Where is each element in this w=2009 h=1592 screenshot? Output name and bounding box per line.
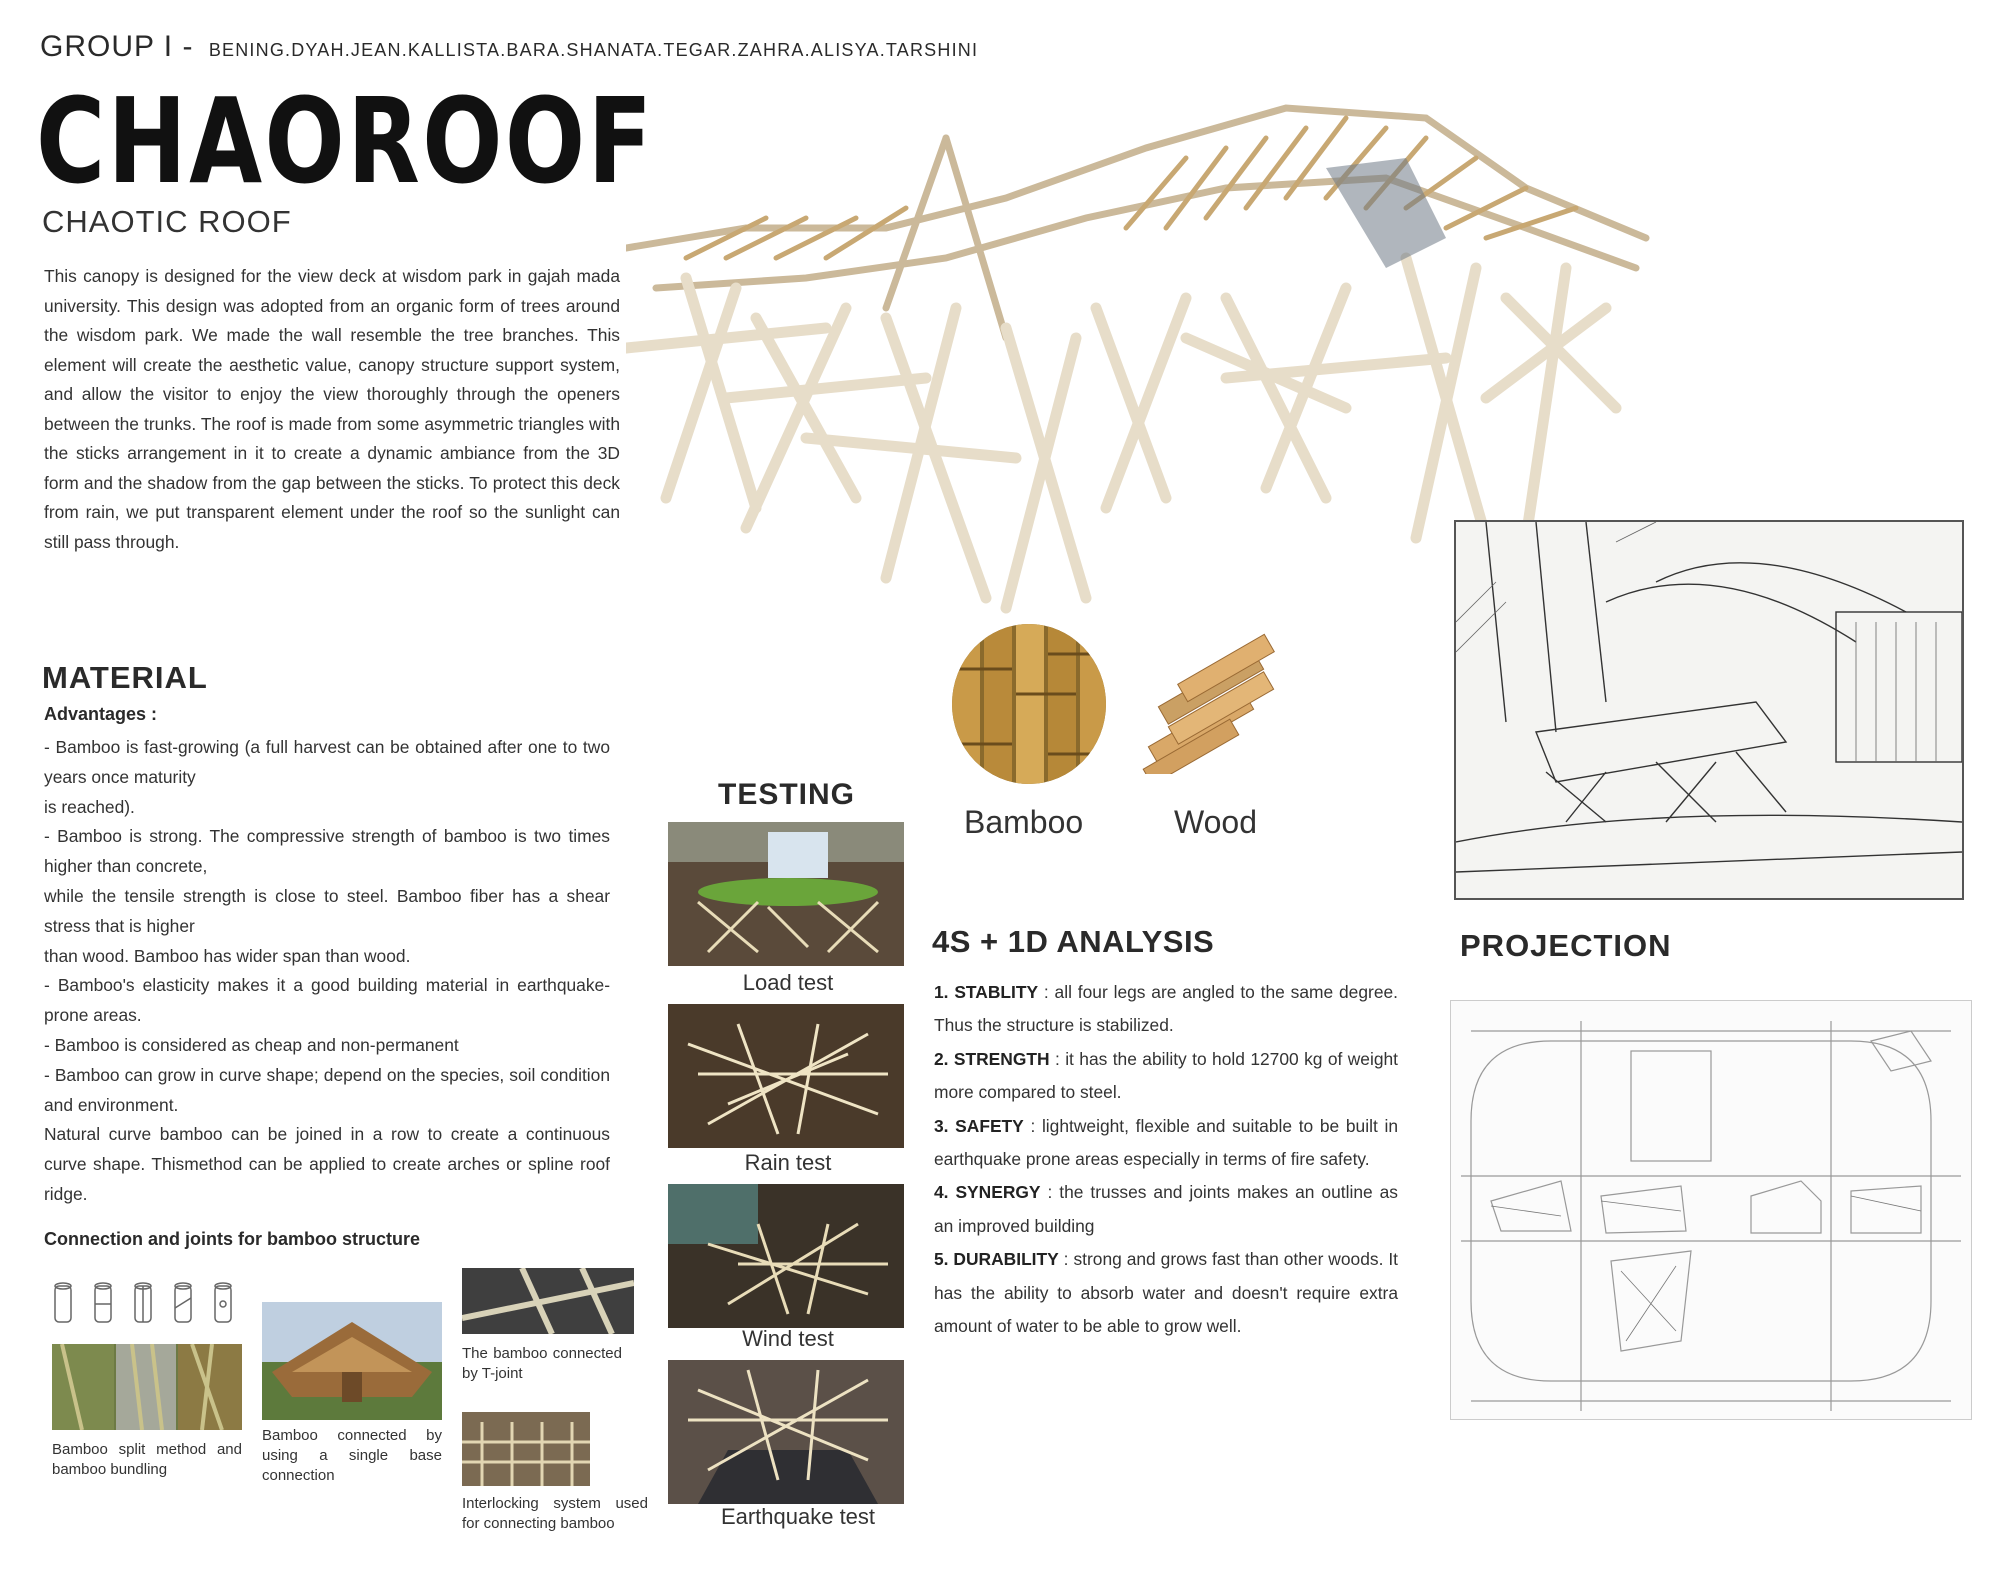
material-text [44,733,610,1210]
single-base-photo [262,1302,442,1420]
caption-t-joint: The bamboo connected by T-joint [462,1345,622,1382]
analysis-text: : the trusses and joints makes an outline as an improved building [934,1182,1398,1236]
wind-test-caption: Wind test [742,1326,834,1351]
poster-title: CHAOROOF [36,72,655,210]
material-line: - Bamboo is considered as cheap and non-permanent [44,1034,459,1055]
material-line: while the tensile strength is close to steel. Bamboo fiber has a shear stress that is higher [44,885,610,936]
interlocking-photo [462,1412,590,1486]
caption-single-base: Bamboo connected by using a single base connection [262,1427,442,1484]
analysis-item [934,1043,1398,1110]
analysis-label: 5. DURABILITY [934,1249,1059,1270]
analysis-label: 3. SAFETY [934,1115,1024,1136]
connections-title: Connection and joints for bamboo structure [44,1229,421,1249]
bamboo-label: Bamboo [964,804,1084,840]
wind-test-photo [668,1184,904,1328]
analysis-list [934,976,1398,1343]
group-label: GROUP I - [40,30,194,63]
analysis-item [934,1176,1398,1243]
wood-sample-image [1136,628,1284,774]
description-paragraph: This canopy is designed for the view deck at wisdom park in gajah mada university. This design was adopted from an organic form of trees around the wisdom park. We made the wall resemble the tree branches. This element will create the aesthetic value, canopy structure support system, and allow the visitor to enjoy the view thoroughly through the openers between the trunks. The roof is made from some asymmetric triangles with the sticks arrangement in it to create a dynamic ambiance from the 3D form and the shadow from the gap between the sticks. To protect this deck from rain, we put transparent element under the roof so the sunlight can still pass through. [44,266,620,552]
analysis-label: 1. STABLITY [934,982,1039,1002]
caption-interlocking: Interlocking system used for connecting bamboo [462,1495,648,1532]
advantages-label: Advantages : [44,704,158,724]
material-line: - Bamboo is fast-growing (a full harvest can be obtained after one to two years once maturity [44,737,610,787]
load-test-photo [668,822,904,966]
material-line: is reached). [44,796,135,817]
material-line: - Bamboo's elasticity makes it a good building material in earthquake-prone areas. [44,975,610,1026]
earthquake-test-caption: Earthquake test [720,1504,876,1529]
material-line: Natural curve bamboo can be joined in a row to create a continuous curve shape. Thismethod can be applied to create arches or spline roof ridge. [44,1124,610,1204]
earthquake-test-photo [668,1360,904,1504]
analysis-item [934,1110,1398,1177]
caption-split: Bamboo split method and bamboo bundling [52,1441,242,1478]
projection-heading: PROJECTION [1460,928,1672,963]
analysis-label: 4. SYNERGY [934,1182,1041,1203]
analysis-text: : all four legs are angled to the same degree. Thus the structure is stabilized. [934,982,1398,1036]
wood-label: Wood [1174,804,1258,840]
group-members: BENING.DYAH.JEAN.KALLISTA.BARA.SHANATA.TEGAR.ZAHRA.ALISYA.TARSHINI [208,40,979,60]
material-heading: MATERIAL [42,660,208,695]
load-test-caption: Load test [742,970,834,995]
material-line: - Bamboo is strong. The compressive strength of bamboo is two times higher than concrete, [44,826,610,877]
analysis-item [934,976,1398,1043]
material-line: - Bamboo can grow in curve shape; depend on the species, soil condition and environment. [44,1064,610,1115]
poster-subtitle: CHAOTIC ROOF [42,204,292,239]
projection-drawing [1450,1000,1972,1420]
t-joint-photo [462,1268,634,1334]
analysis-text: : it has the ability to hold 12700 kg of weight more compared to steel. [934,1048,1399,1103]
bamboo-sample-image [952,624,1106,784]
testing-heading: TESTING [718,778,856,811]
analysis-label: 2. STRENGTH [934,1048,1050,1069]
analysis-text: : lightweight, flexible and suitable to be built in earthquake prone areas especially in terms of fire safety. [934,1115,1398,1170]
bamboo-joint-diagrams [50,1278,240,1328]
group-line [40,30,978,64]
bamboo-split-photo [52,1344,242,1430]
analysis-text: : strong and grows fast than other woods. It has the ability to absorb water and doesn't require extra amount of water to be able to grow well. [934,1249,1399,1337]
rain-test-photo [668,1004,904,1148]
rain-test-caption: Rain test [744,1150,832,1175]
material-line: than wood. Bamboo has wider span than wood. [44,945,411,966]
analysis-item [934,1243,1398,1343]
analysis-heading: 4S + 1D ANALYSIS [932,924,1215,959]
perspective-sketch [1454,520,1964,900]
